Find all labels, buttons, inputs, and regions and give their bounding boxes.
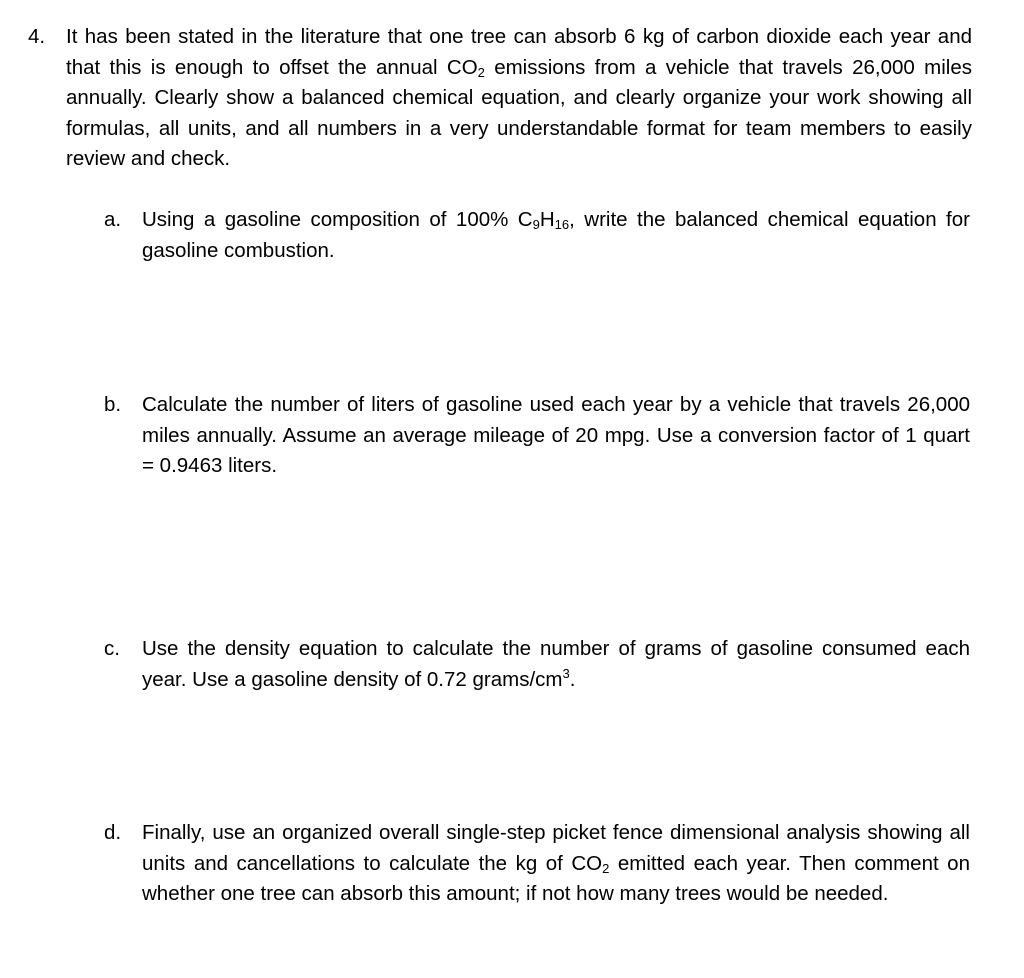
part-a	[104, 205, 970, 266]
part-b-letter: b.	[104, 393, 122, 416]
part-a-text-3: , write the balanced chemical equation for gasoline combustion.	[142, 208, 970, 262]
part-c-text	[142, 634, 970, 695]
part-d	[104, 818, 970, 910]
part-a-letter: a.	[104, 208, 122, 231]
part-b-text: Calculate the number of liters of gasoline used each year by a vehicle that travels 26,000 miles annually. Assume an average mileage of 20 mpg. Use a conversion factor of 1 quart = 0.9463 liters.	[142, 393, 970, 478]
question-number: 4.	[28, 25, 46, 48]
question-co2-subscript: 2	[477, 64, 485, 80]
part-d-text	[142, 818, 970, 910]
part-a-text-1: Using a gasoline composition of 100% C	[142, 208, 533, 231]
part-c-letter: c.	[104, 637, 120, 660]
part-a-carbon-subscript: 9	[532, 217, 540, 232]
part-d-text-2: emitted each year. Then comment on whether one tree can absorb this amount; if not how many trees would be needed.	[142, 851, 970, 906]
question-text	[66, 22, 972, 175]
part-a-hydrogen-subscript: 16	[554, 217, 570, 232]
question-stem	[28, 22, 972, 175]
part-d-co2-subscript: 2	[602, 860, 610, 876]
part-c-text-2: .	[569, 667, 576, 691]
part-c-text-1: Use the density equation to calculate the number of grams of gasoline consumed each year. Use a gasoline density of 0.72 grams/cm	[142, 637, 970, 691]
part-d-text-1: Finally, use an organized overall single-step picket fence dimensional analysis showing all units and cancellations to calculate the kg of CO	[142, 821, 970, 875]
part-c	[104, 634, 970, 695]
part-a-text	[142, 205, 970, 266]
question-text-part-2: emissions from a vehicle that travels 26,000 miles annually. Clearly show a balanced chemical equation, and clearly organize your work showing all formulas, all units, and all numbers in a very understandable format for team members to easily review and check.	[66, 55, 972, 171]
part-b	[104, 390, 970, 482]
part-c-cubed-superscript: 3	[562, 665, 570, 681]
question-text-part-1: It has been stated in the literature that one tree can absorb 6 kg of carbon dioxide each year and that this is enough to offset the annual CO	[66, 25, 972, 79]
part-a-text-2: H	[539, 208, 555, 231]
problem-4	[28, 22, 972, 175]
part-d-letter: d.	[104, 821, 122, 844]
